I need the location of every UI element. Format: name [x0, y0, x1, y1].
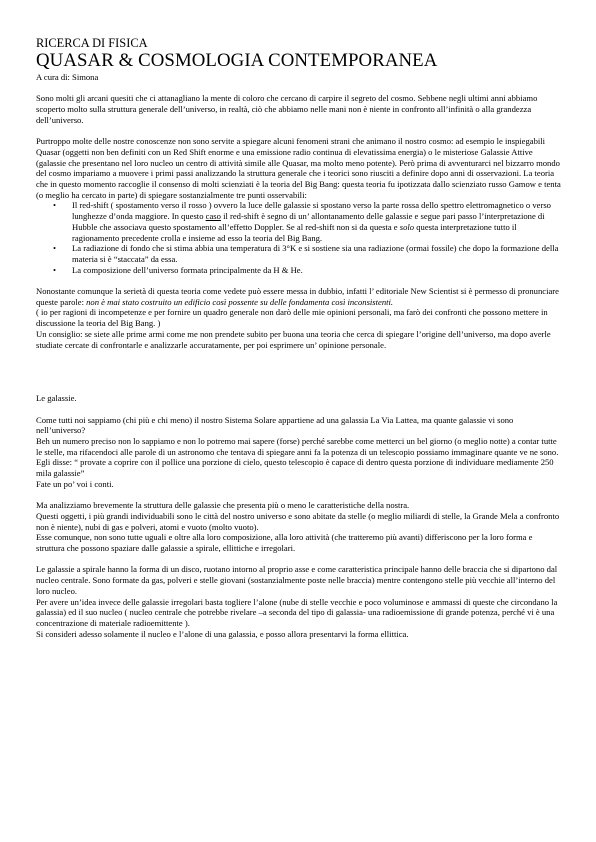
- intro-paragraph-2: Purtroppo molte delle nostre conoscenze non sono servite a spiegare alcuni fenomeni strani che animano il nostro cosmo: ad esempio le inspiegabili Quasar (oggetti non ben definiti con un Red Shift enorme e una emissione radio continua di elevatissima energia) o le misteriose Galassie Attive (galassie che presentano nel loro nucleo un centro di attività simile alle Quasar, ma molto meno potente). Però prima di avventurarci nel bizzarro mondo del cosmo impariamo a muovere i primi passi analizzando la struttura generale che i teorici sono riusciti a definire dopo anni di osservazioni. La teoria che in questo momento raccoglie il consenso di molti scienziati è la teoria del Big Bang: questa teoria fu ipotizzata dallo scienziato russo Gamow e tenta (o meglio ha cercato in parte) di spiegare sostanzialmente tre punti osservabili:: [36, 136, 561, 200]
- galaxies-paragraph-9: Si consideri adesso solamente il nucleo e l’alone di una galassia, e posso allora presentarvi la forma ellittica.: [36, 628, 409, 639]
- paragraph-text: Nonostante comunque la serietà di questa teoria come vedete può essere messa in dubbio, infatti l’ editoriale New Scientist si è permesso di pronunciare queste parole:: [36, 286, 559, 307]
- intro-paragraph-1: Sono molti gli arcani quesiti che ci attanagliano la mente di coloro che cercano di carpire il segreto del cosmo. Sebbene negli ultimi anni abbiamo scoperto molto sulla struttura generale dell’universo, in realtà, ciò che abbiamo nelle mani non è niente in confronto all’infinità o alla grandezza dell’universo.: [36, 93, 538, 125]
- bullet-icon: •: [53, 264, 57, 275]
- list-item: [36, 265, 562, 276]
- bullet-icon: •: [53, 243, 57, 254]
- observables-list: [36, 200, 562, 275]
- author-line: A cura di: Simona: [36, 72, 99, 82]
- bullet-icon: •: [53, 200, 57, 211]
- galaxies-paragraph-1: Come tutti noi sappiamo (chi più e chi meno) il nostro Sistema Solare appartiene ad una galassia La Via Lattea, ma quante galassie vi sono nell’universo?: [36, 414, 514, 436]
- list-item-text: questa interpretazione tutto il ragionamento precedente crolla e insieme ad esso la teoria del Big Bang.: [72, 221, 517, 243]
- list-item-text: La radiazione di fondo che si stima abbia una temperatura di 3°K e si sostiene sia una radiazione (ormai fossile) che dopo la formazione della materia si è “staccata” da essa.: [72, 243, 559, 264]
- list-item-text: Il red-shift ( spostamento verso il rosso ) ovvero la luce delle galassie si spostano verso la parte rossa dello spettro elettromagnetico o verso lunghezze d’onda maggiore. In questo: [72, 200, 551, 222]
- galaxies-paragraph-6: Esse comunque, non sono tutte uguali e oltre alla loro composizione, alla loro attività (che tratteremo più avanti) differiscono per la loro forma e struttura che possono spaziare dalle galassie a spirale, ellittiche e irregolari.: [36, 532, 533, 554]
- list-item: [36, 243, 562, 264]
- advice-paragraph: Un consiglio: se siete alle prime armi come me non prendete subito per buona una teoria che cerca di spiegare l’origine dell’universo, ma dopo averle studiate cercate di confrontarle e analizzarle accuratamente, per poi esprimere un’ opinione personale.: [36, 328, 551, 350]
- list-item-text: La composizione dell’universo formata principalmente da H & He.: [72, 264, 303, 275]
- galaxies-paragraph-8: Per avere un’idea invece delle galassie irregolari basta togliere l’alone (nube di stelle vecchie e poco voluminose e ammassi di queste che circondano la galassia) ed il suo nucleo ( nucleo centrale che potrebbe rivelare –a seconda del tipo di galassia- una radioemissione di grande potenza, perché vi è una concentrazione di materiale radioemittente ).: [36, 596, 558, 628]
- galaxies-paragraph-3: Fate un po’ voi i conti.: [36, 478, 114, 489]
- document-kicker: RICERCA DI FISICA: [36, 36, 148, 50]
- italic-word: solo: [399, 221, 415, 232]
- galaxies-paragraph-7: Le galassie a spirale hanno la forma di un disco, ruotano intorno al proprio asse e come caratteristica principale hanno delle braccia che si dipartono dal nucleo centrale. Sono formate da gas, polveri e stelle giovani (sostanzialmente poste nelle braccia) mentre contengono stelle più vecchie all’interno del loro nucleo.: [36, 564, 558, 596]
- quote-text: non è mai stato costruito un edificio così possente su delle fondamenta così inconsistenti.: [86, 296, 394, 307]
- galaxies-paragraph-4: Ma analizziamo brevemente la struttura delle galassie che presenta più o meno le caratteristiche della nostra.: [36, 500, 410, 511]
- galaxies-paragraph-2: Beh un numero preciso non lo sappiamo e non lo potremo mai sapere (forse) perché sarebbe come metterci un bel giorno (o meglio notte) a contar tutte le stelle, ma rifacendoci alle parole di un astronomo che tentava di spiegare anni fa la potenza di un telescopio possiamo immaginare quante ve ne sono. Egli disse: “ provate a coprire con il pollice una porzione di cielo, questo telescopio è capace di dentro questa porzione di individuare mediamente 250 mila galassie”: [36, 436, 559, 479]
- document-title: QUASAR & COSMOLOGIA CONTEMPORANEA: [36, 50, 438, 71]
- galaxies-paragraph-5: Questi oggetti, i più grandi individuabili sono le città del nostro universo e sono abitate da stelle (o meglio miliardi di stelle, la Grande Mela a confronto non è niente), nubi di gas e polveri, atomi e vuoto (molto vuoto).: [36, 510, 560, 532]
- list-item-text: il red-shift è segno di un’ allontanamento delle galassie e segue pari passo l’interpretazione di Hubble che associava questo spostamento all’effetto Doppler. Se al red-shift non si da questa e: [72, 211, 545, 232]
- intro-paragraph-3: [36, 286, 562, 307]
- section-heading-galaxies: Le galassie.: [36, 393, 77, 404]
- list-item: [36, 200, 562, 243]
- underlined-word: caso: [205, 211, 221, 222]
- disclaimer-paragraph: ( io per ragioni di incompetenze e per fornire un quadro generale non darò delle mie opinioni personali, ma farò dei confronti che possono mettere in discussione la teoria del Big Bang. ): [36, 307, 548, 329]
- document-page: [36, 36, 562, 639]
